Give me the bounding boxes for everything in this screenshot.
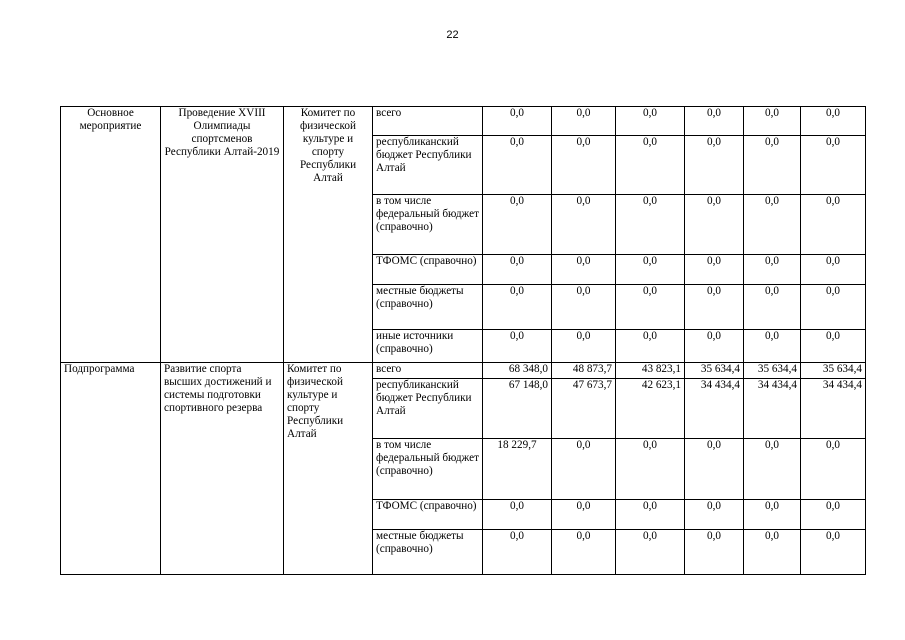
value-cell: 0,0 xyxy=(616,195,685,255)
value-cell: 43 823,1 xyxy=(616,363,685,379)
source-label-cell: в том числе федеральный бюджет (справочно) xyxy=(373,195,483,255)
value-cell: 0,0 xyxy=(685,107,744,136)
value-cell: 0,0 xyxy=(685,439,744,500)
value-cell: 0,0 xyxy=(552,195,616,255)
executor-cell: Комитет по физической культуре и спорту Республики Алтай xyxy=(284,107,373,363)
value-cell: 0,0 xyxy=(744,255,801,285)
value-cell: 0,0 xyxy=(616,439,685,500)
source-label-cell: в том числе федеральный бюджет (справочно) xyxy=(373,439,483,500)
value-cell: 0,0 xyxy=(744,330,801,363)
value-cell: 0,0 xyxy=(685,530,744,575)
value-cell: 0,0 xyxy=(483,195,552,255)
value-cell: 0,0 xyxy=(801,330,866,363)
table-row xyxy=(61,363,866,379)
value-cell: 0,0 xyxy=(483,255,552,285)
value-cell: 0,0 xyxy=(552,255,616,285)
value-cell: 0,0 xyxy=(744,285,801,330)
value-cell: 0,0 xyxy=(744,136,801,195)
value-cell: 0,0 xyxy=(685,285,744,330)
value-cell: 0,0 xyxy=(483,530,552,575)
table-row xyxy=(61,107,866,136)
value-cell: 47 673,7 xyxy=(552,379,616,439)
value-cell: 0,0 xyxy=(801,255,866,285)
value-cell: 0,0 xyxy=(483,500,552,530)
value-cell: 0,0 xyxy=(801,285,866,330)
value-cell: 0,0 xyxy=(744,530,801,575)
activity-type-cell: Подпрограмма xyxy=(61,363,161,575)
source-label-cell: республиканский бюджет Республики Алтай xyxy=(373,379,483,439)
source-label-cell: всего xyxy=(373,363,483,379)
value-cell: 0,0 xyxy=(552,107,616,136)
value-cell: 0,0 xyxy=(744,500,801,530)
activity-name-cell: Проведение XVIII Олимпиады спортсменов Республики Алтай-2019 xyxy=(161,107,284,363)
value-cell: 0,0 xyxy=(552,285,616,330)
value-cell: 0,0 xyxy=(616,255,685,285)
value-cell: 0,0 xyxy=(552,439,616,500)
value-cell: 0,0 xyxy=(801,136,866,195)
value-cell: 0,0 xyxy=(685,255,744,285)
value-cell: 0,0 xyxy=(685,330,744,363)
value-cell: 42 623,1 xyxy=(616,379,685,439)
value-cell: 0,0 xyxy=(483,136,552,195)
value-cell: 0,0 xyxy=(483,285,552,330)
value-cell: 34 434,4 xyxy=(801,379,866,439)
value-cell: 35 634,4 xyxy=(685,363,744,379)
value-cell: 0,0 xyxy=(685,500,744,530)
value-cell: 68 348,0 xyxy=(483,363,552,379)
value-cell: 0,0 xyxy=(483,330,552,363)
source-label-cell: иные источники (справочно) xyxy=(373,330,483,363)
value-cell: 34 434,4 xyxy=(744,379,801,439)
value-cell: 0,0 xyxy=(801,500,866,530)
value-cell: 0,0 xyxy=(801,439,866,500)
value-cell: 0,0 xyxy=(801,195,866,255)
value-cell: 0,0 xyxy=(801,530,866,575)
value-cell: 0,0 xyxy=(744,195,801,255)
source-label-cell: местные бюджеты (справочно) xyxy=(373,285,483,330)
value-cell: 0,0 xyxy=(552,500,616,530)
value-cell: 67 148,0 xyxy=(483,379,552,439)
source-label-cell: ТФОМС (справочно) xyxy=(373,255,483,285)
activity-name-cell: Развитие спорта высших достижений и системы подготовки спортивного резерва xyxy=(161,363,284,575)
value-cell: 0,0 xyxy=(483,107,552,136)
value-cell: 35 634,4 xyxy=(801,363,866,379)
value-cell: 0,0 xyxy=(616,136,685,195)
source-label-cell: всего xyxy=(373,107,483,136)
value-cell: 18 229,7 xyxy=(483,439,552,500)
executor-cell: Комитет по физической культуре и спорту Республики Алтай xyxy=(284,363,373,575)
value-cell: 0,0 xyxy=(616,330,685,363)
value-cell: 0,0 xyxy=(801,107,866,136)
activity-type-cell: Основное мероприятие xyxy=(61,107,161,363)
value-cell: 0,0 xyxy=(685,195,744,255)
value-cell: 0,0 xyxy=(616,500,685,530)
value-cell: 0,0 xyxy=(552,530,616,575)
page-number: 22 xyxy=(446,29,459,41)
value-cell: 0,0 xyxy=(552,330,616,363)
value-cell: 0,0 xyxy=(685,136,744,195)
value-cell: 0,0 xyxy=(744,439,801,500)
source-label-cell: местные бюджеты (справочно) xyxy=(373,530,483,575)
source-label-cell: республиканский бюджет Республики Алтай xyxy=(373,136,483,195)
value-cell: 48 873,7 xyxy=(552,363,616,379)
value-cell: 0,0 xyxy=(616,285,685,330)
budget-table xyxy=(60,106,866,575)
source-label-cell: ТФОМС (справочно) xyxy=(373,500,483,530)
value-cell: 0,0 xyxy=(616,107,685,136)
value-cell: 0,0 xyxy=(616,530,685,575)
value-cell: 0,0 xyxy=(744,107,801,136)
value-cell: 0,0 xyxy=(552,136,616,195)
value-cell: 35 634,4 xyxy=(744,363,801,379)
value-cell: 34 434,4 xyxy=(685,379,744,439)
